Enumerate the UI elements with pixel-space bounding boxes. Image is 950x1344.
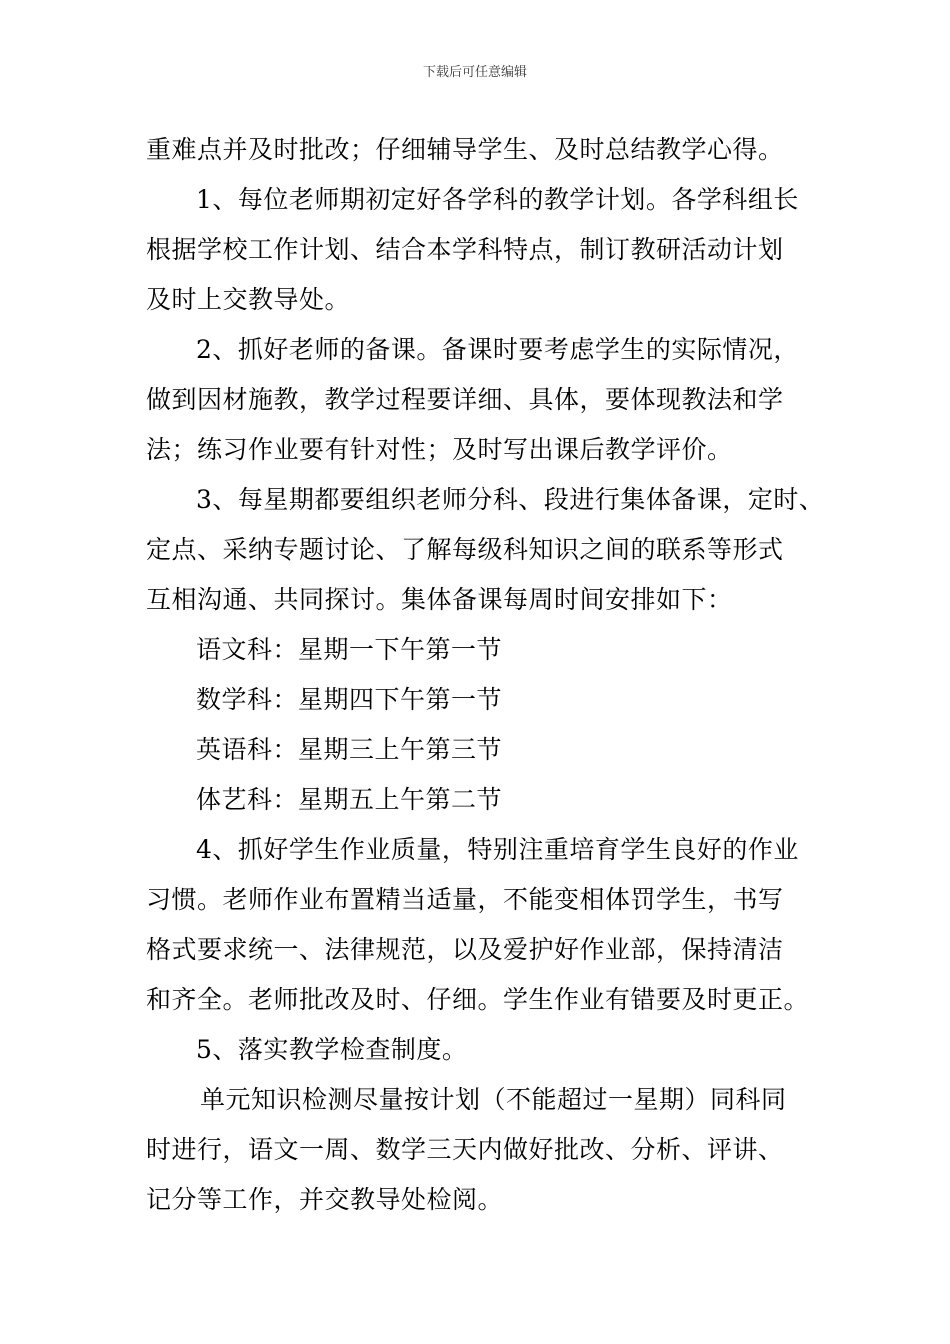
text-line: 记分等工作，并交教导处检阅。 xyxy=(146,1185,504,1214)
text-line: 法；练习作业要有针对性；及时写出课后教学评价。 xyxy=(146,435,733,464)
text-line: 英语科：星期三上午第三节 xyxy=(196,735,503,764)
text-line: 语文科：星期一下午第一节 xyxy=(196,635,503,664)
text-line: 格式要求统一、法律规范，以及爱护好作业部，保持清洁 xyxy=(146,935,784,964)
text-line: 和齐全。老师批改及时、仔细。学生作业有错要及时更正。 xyxy=(146,985,810,1014)
text-line: 时进行，语文一周、数学三天内做好批改、分析、评讲、 xyxy=(146,1135,784,1164)
text-line: 1、每位老师期初定好各学科的教学计划。各学科组长 xyxy=(196,185,799,214)
text-line: 4、抓好学生作业质量，特别注重培育学生良好的作业 xyxy=(196,835,799,864)
page-header: 下载后可任意编辑 xyxy=(422,65,527,80)
text-line: 及时上交教导处。 xyxy=(146,285,351,314)
text-line: 3、每星期都要组织老师分科、段进行集体备课，定时、 xyxy=(196,485,825,514)
text-line: 5、落实教学检查制度。 xyxy=(196,1035,468,1064)
text-line: 重难点并及时批改；仔细辅导学生、及时总结教学心得。 xyxy=(146,135,784,164)
text-line: 体艺科：星期五上午第二节 xyxy=(196,785,503,814)
text-line: 根据学校工作计划、结合本学科特点，制订教研活动计划 xyxy=(146,235,784,264)
text-line: 做到因材施教，教学过程要详细、具体，要体现教法和学 xyxy=(146,385,784,414)
text-line: 定点、采纳专题讨论、了解每级科知识之间的联系等形式 xyxy=(146,535,784,564)
text-line: 数学科：星期四下午第一节 xyxy=(196,685,503,714)
text-line: 单元知识检测尽量按计划（不能超过一星期）同科同 xyxy=(200,1085,787,1114)
text-line: 2、抓好老师的备课。备课时要考虑学生的实际情况， xyxy=(196,335,799,364)
text-line: 互相沟通、共同探讨。集体备课每周时间安排如下： xyxy=(146,585,733,614)
text-line: 习惯。老师作业布置精当适量，不能变相体罚学生，书写 xyxy=(146,885,784,914)
